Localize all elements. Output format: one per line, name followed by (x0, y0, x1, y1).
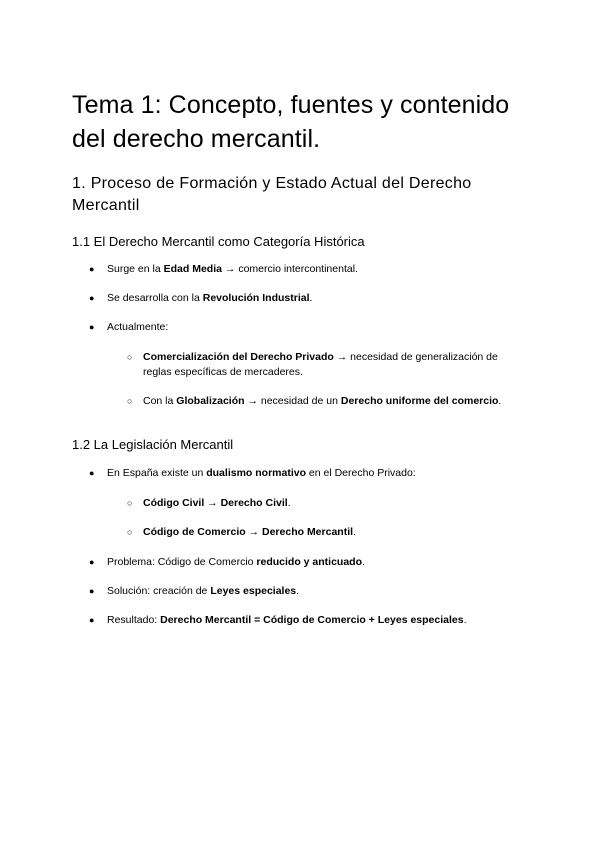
list-item: ● En España existe un dualismo normativo en el Derecho Privado: (89, 467, 416, 479)
subsection-heading-1-2: 1.2 La Legislación Mercantil (72, 437, 234, 452)
hollow-bullet-icon: ○ (127, 498, 133, 508)
hollow-bullet-icon: ○ (127, 527, 133, 537)
hollow-bullet-icon: ○ (127, 352, 133, 362)
bullet-icon: ● (89, 322, 95, 332)
list-item: ○ Comercialización del Derecho Privado → necesidad de generalización de reglas específicas de mercaderes. (127, 351, 498, 378)
list-item: ● Se desarrolla con la Revolución Industrial. (89, 292, 313, 304)
bullet-icon: ● (89, 264, 95, 274)
bullet-icon: ● (89, 615, 95, 625)
list-item: ● Surge en la Edad Media → comercio intercontinental. (89, 263, 358, 275)
list-item: ○ Código Civil → Derecho Civil. (127, 497, 291, 509)
list-item: ○ Código de Comercio → Derecho Mercantil. (127, 526, 356, 538)
bullet-icon: ● (89, 586, 95, 596)
page-title: Tema 1: Concepto, fuentes y contenido del derecho mercantil. (72, 91, 510, 153)
bullet-icon: ● (89, 468, 95, 478)
hollow-bullet-icon: ○ (127, 396, 133, 406)
section-heading-1: 1. Proceso de Formación y Estado Actual del Derecho Mercantil (72, 175, 472, 214)
list-item: ● Resultado: Derecho Mercantil = Código de Comercio + Leyes especiales. (89, 614, 467, 626)
list-item: ● Problema: Código de Comercio reducido y anticuado. (89, 556, 365, 568)
list-item: ● Solución: creación de Leyes especiales. (89, 585, 300, 597)
list-item: ○ Con la Globalización → necesidad de un Derecho uniforme del comercio. (127, 395, 502, 407)
bullet-icon: ● (89, 557, 95, 567)
list-item: ● Actualmente: (89, 321, 169, 333)
bullet-icon: ● (89, 293, 95, 303)
subsection-heading-1-1: 1.1 El Derecho Mercantil como Categoría Histórica (72, 234, 365, 249)
